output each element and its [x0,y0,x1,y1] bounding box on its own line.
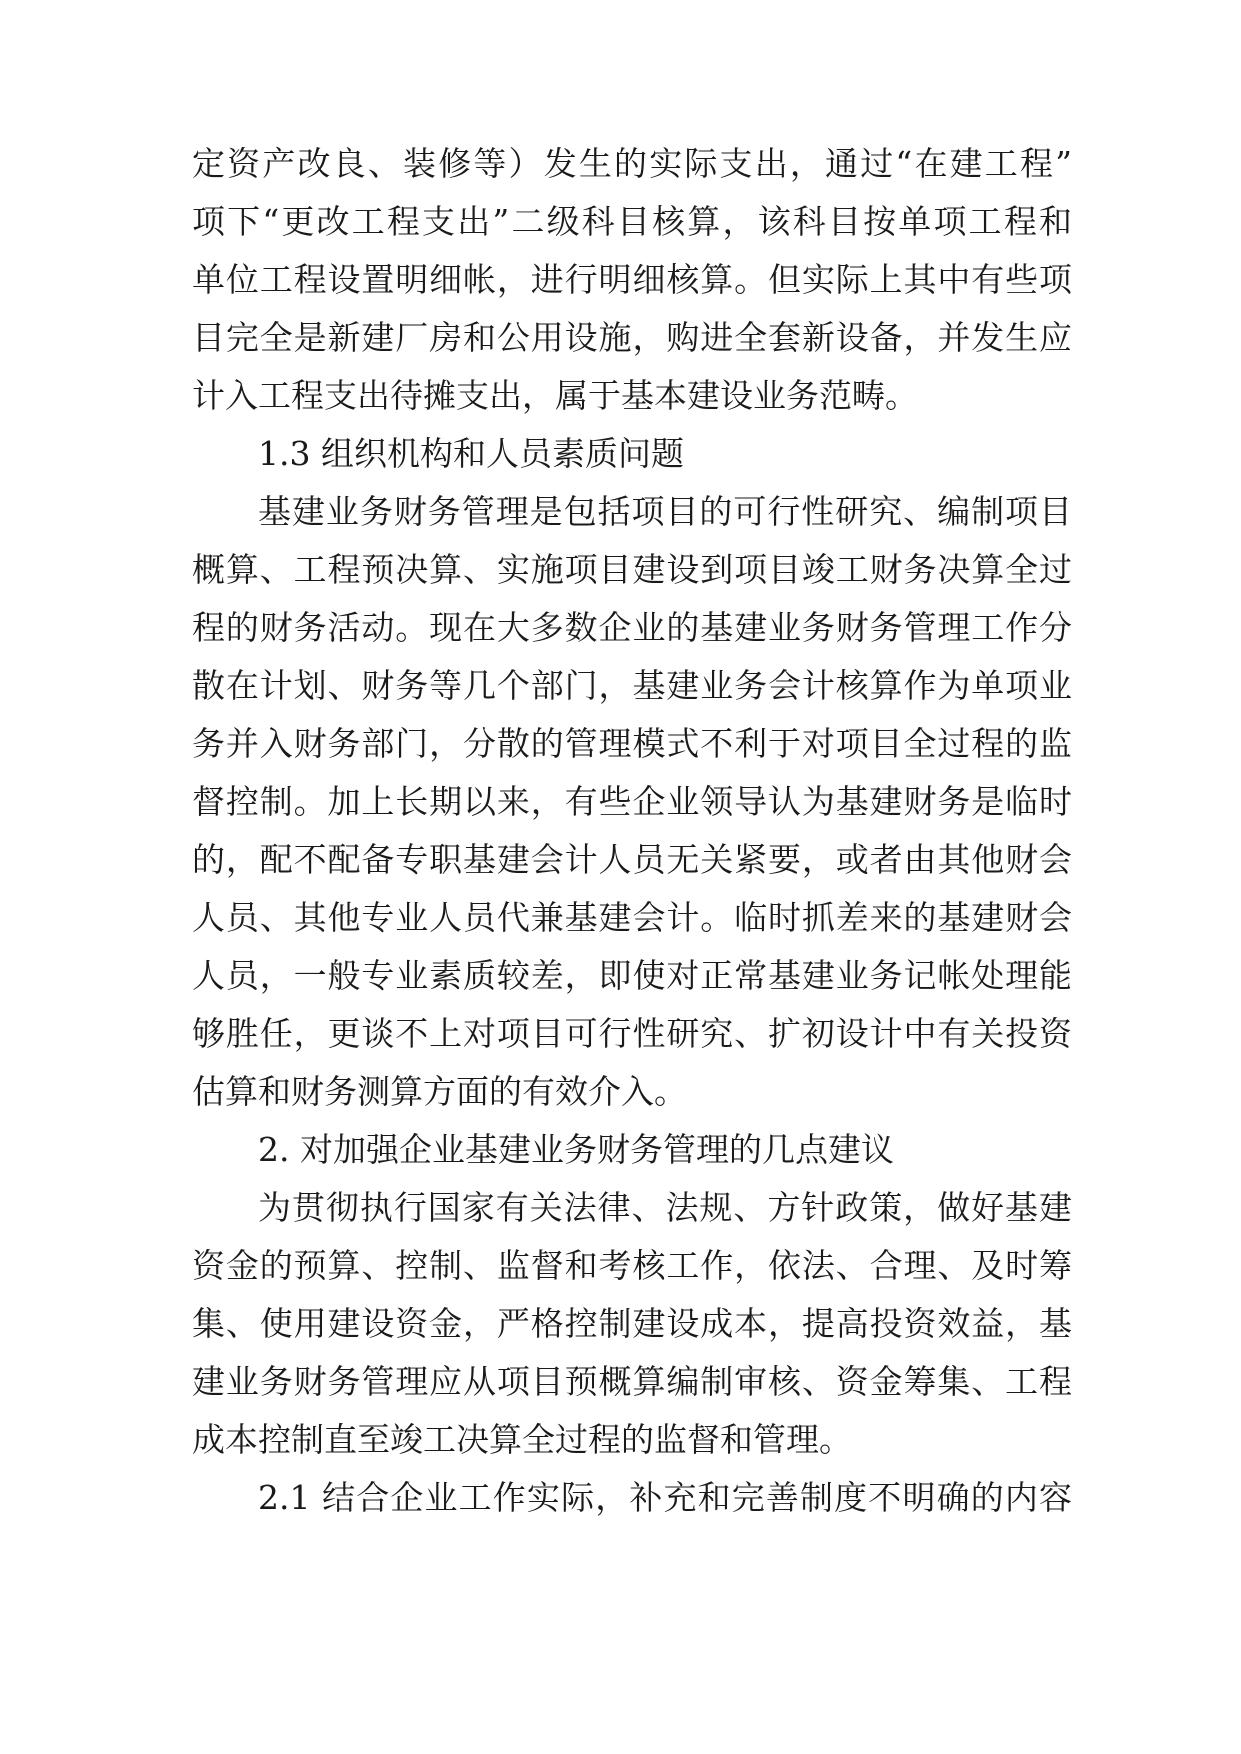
text-line: 督控制。加上长期以来，有些企业领导认为基建财务是临时 [192,782,1072,821]
text-line: 单位工程设置明细帐，进行明细核算。但实际上其中有些项 [192,260,1072,299]
text-line: 目完全是新建厂房和公用设施，购进全套新设备，并发生应 [192,318,1072,357]
section-heading: 2. 对加强企业基建业务财务管理的几点建议 [258,1130,894,1169]
text-line: 概算、工程预决算、实施项目建设到项目竣工财务决算全过 [192,550,1072,589]
text-line: 计入工程支出待摊支出，属于基本建设业务范畴。 [192,376,918,415]
section-heading: 2.1 结合企业工作实际，补充和完善制度不明确的内容 [258,1478,1072,1517]
text-line: 程的财务活动。现在大多数企业的基建业务财务管理工作分 [192,608,1072,647]
text-line: 定资产改良、装修等）发生的实际支出，通过“在建工程” [192,144,1072,183]
text-line: 建业务财务管理应从项目预概算编制审核、资金筹集、工程 [192,1362,1072,1401]
text-line: 项下“更改工程支出”二级科目核算，该科目按单项工程和 [192,202,1072,241]
text-line: 人员，一般专业素质较差，即使对正常基建业务记帐处理能 [192,956,1072,995]
text-line: 集、使用建设资金，严格控制建设成本，提高投资效益，基 [192,1304,1072,1343]
text-line: 资金的预算、控制、监督和考核工作，依法、合理、及时筹 [192,1246,1072,1285]
text-line: 人员、其他专业人员代兼基建会计。临时抓差来的基建财会 [192,898,1072,937]
text-line: 务并入财务部门，分散的管理模式不利于对项目全过程的监 [192,724,1072,763]
text-line: 散在计划、财务等几个部门，基建业务会计核算作为单项业 [192,666,1072,705]
text-line: 估算和财务测算方面的有效介入。 [192,1072,687,1111]
text-line: 成本控制直至竣工决算全过程的监督和管理。 [192,1420,852,1459]
text-line: 够胜任，更谈不上对项目可行性研究、扩初设计中有关投资 [192,1014,1072,1053]
text-line: 基建业务财务管理是包括项目的可行性研究、编制项目 [258,492,1072,531]
section-heading: 1.3 组织机构和人员素质问题 [258,434,684,473]
text-line: 的，配不配备专职基建会计人员无关紧要，或者由其他财会 [192,840,1072,879]
text-line: 为贯彻执行国家有关法律、法规、方针政策，做好基建 [258,1188,1072,1227]
